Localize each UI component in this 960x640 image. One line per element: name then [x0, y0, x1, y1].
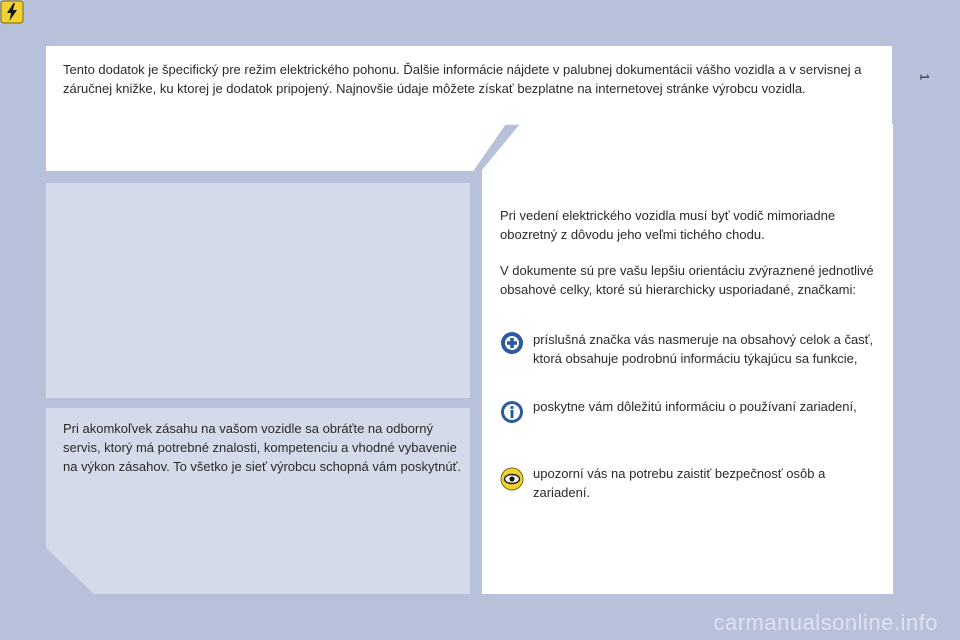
guide-paragraph-2: V dokumente sú pre vašu lepšiu orientáciu zvýraznené jednotlivé obsahové celky, ktoré sú hierarchicky usporiadané, značkami:	[500, 263, 874, 297]
legend-item-info: poskytne vám dôležitú informáciu o používaní zariadení,	[533, 399, 857, 414]
service-text: Pri akomkoľvek zásahu na vašom vozidle sa obráťte na odborný servis, ktorý má potrebné znalosti, kompetenciu a vhodné vybavenie na výkon zásahov. To všetko je sieť výrobcu schopná vám poskytnúť.	[63, 421, 462, 474]
guide-paragraph-1: Pri vedení elektrického vozidla musí byť vodič mimoriadne obozretný z dôvodu jeho veľmi tichého chodu.	[500, 208, 836, 242]
legend-item-plus: príslušná značka vás nasmeruje na obsahový celok a časť, ktorá obsahuje podrobnú informáciu týkajúcu sa funkcie,	[533, 332, 874, 366]
intro-text: Tento dodatok je špecifický pre režim elektrického pohonu. Ďalšie informácie nájdete v palubnej dokumentácii vášho vozidla a v servisnej a záručnej knižke, ku ktorej je dodatok pripojený. Najnovšie údaje môžete získať bezplatne na internetovej stránke výrobcu vozidla.	[63, 62, 862, 96]
image-placeholder-box	[46, 183, 470, 398]
electric-warning-icon	[0, 0, 24, 24]
plus-icon	[500, 331, 524, 355]
eye-icon	[500, 467, 524, 491]
legend-item-eye: upozorní vás na potrebu zaistiť bezpečnosť osôb a zariadení.	[533, 466, 826, 500]
watermark: carmanualsonline.info	[713, 610, 938, 635]
info-icon	[500, 400, 524, 424]
page-number: 1	[917, 73, 932, 81]
